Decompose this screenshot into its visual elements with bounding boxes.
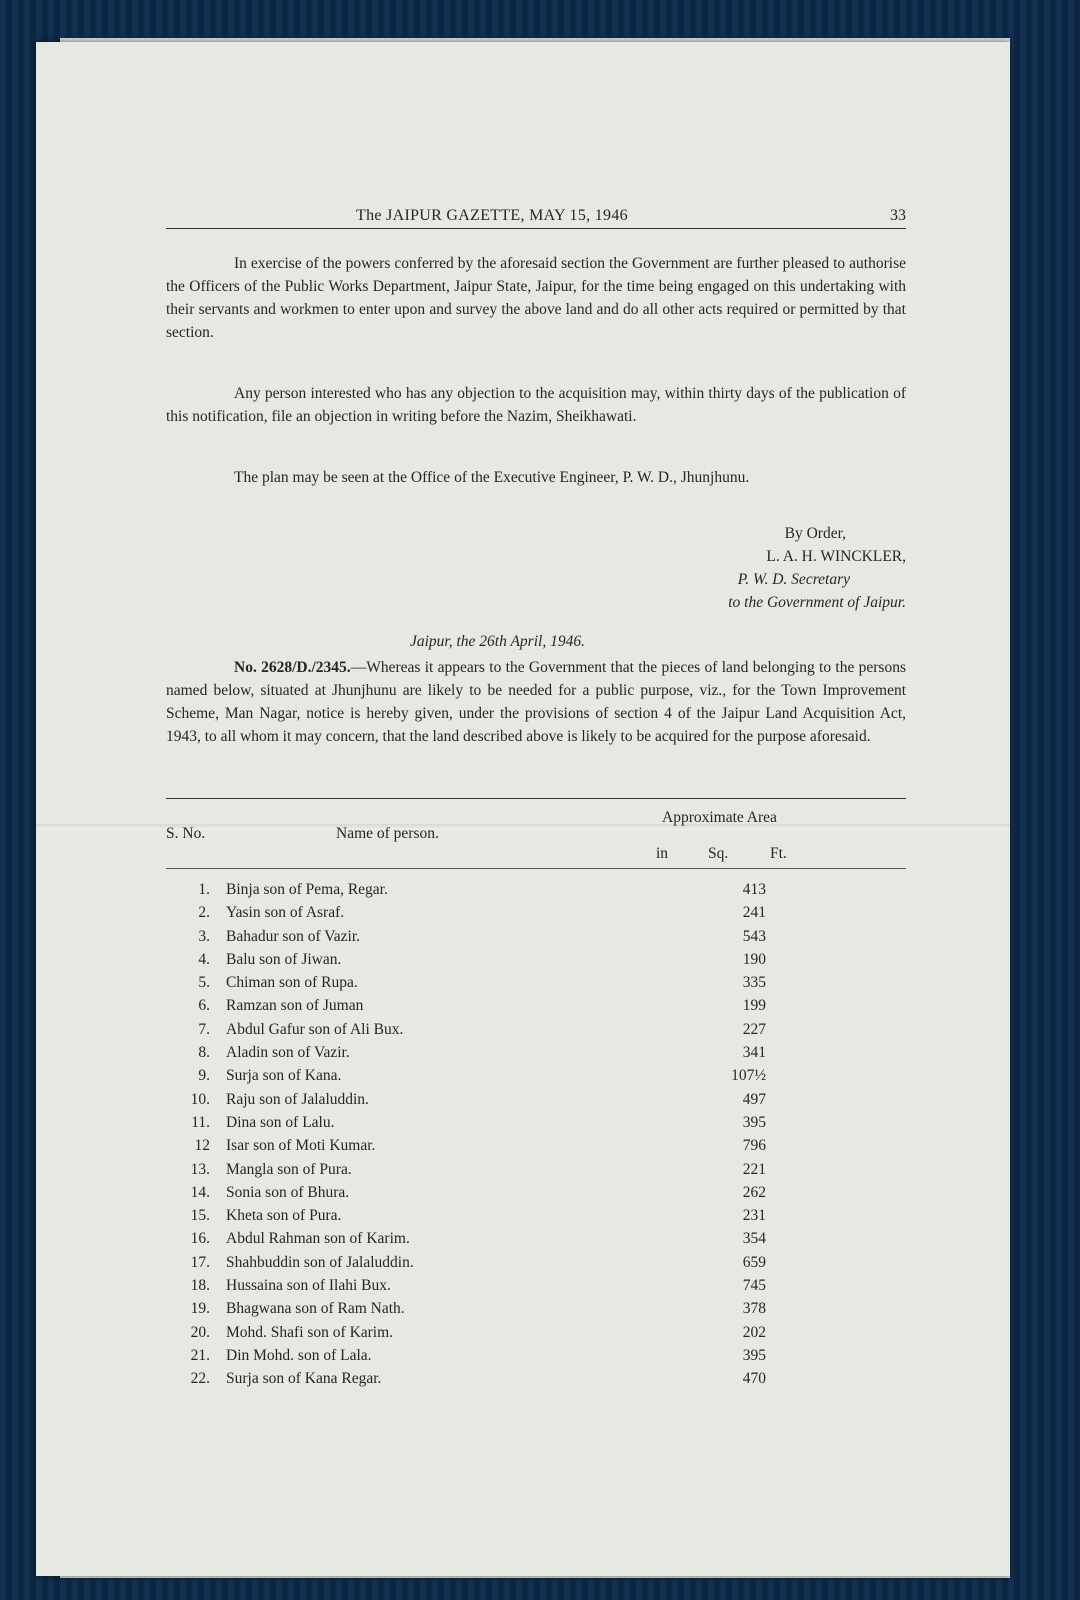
page-number: 33 [890,207,906,224]
row-number: 18. [190,1277,210,1295]
person-name: Shahbuddin son of Jalaluddin. [226,1253,414,1271]
area-value: 796 [742,1137,766,1155]
row-number: 19. [190,1300,210,1318]
person-name: Sonia son of Bhura. [226,1183,350,1201]
paragraph-plan: The plan may be seen at the Office of the Executive Engineer, P. W. D., Jhunjhunu. [234,469,750,486]
person-name: Surja son of Kana. [226,1067,342,1085]
table-row [166,1204,906,1227]
area-value: 335 [742,974,766,992]
column-header-name: Name of person. [336,825,439,842]
row-number: 7. [198,1020,210,1038]
area-value: 497 [742,1090,766,1108]
column-header-area-sq: Sq. [708,845,729,862]
area-value: 221 [742,1160,766,1178]
area-value: 543 [742,927,766,945]
area-value: 241 [742,904,766,922]
table-row [166,1181,906,1204]
person-name: Balu son of Jiwan. [226,950,342,968]
gazette-title: The JAIPUR GAZETTE, MAY 15, 1946 [356,207,628,224]
table-row [166,1367,906,1390]
person-name: Yasin son of Asraf. [226,904,345,922]
area-value: 659 [742,1253,766,1271]
table-row [166,1111,906,1134]
person-name: Raju son of Jalaluddin. [226,1090,369,1108]
table-row [166,1064,906,1087]
notice-paragraph [166,656,906,748]
table-top-rule [166,798,906,799]
notice-body: —Whereas it appears to the Government that the pieces of land belonging to the persons named below, situated at Jhunjhunu are likely to be needed for a public purpose, viz., for the Town Improvement Scheme, Man Nagar, notice is hereby given, under the provisions of section 4 of the Jaipur Land Acquisition Act, 1943, to all whom it may concern, that the land described above is likely to be acquired for the purpose aforesaid. [166,659,906,745]
area-value: 378 [742,1300,766,1318]
table-row [166,1251,906,1274]
area-value: 227 [742,1020,766,1038]
person-name: Bhagwana son of Ram Nath. [226,1300,405,1318]
person-name: Aladin son of Vazir. [226,1044,350,1062]
person-name: Abdul Rahman son of Karim. [226,1230,410,1248]
column-header-area-ft: Ft. [770,845,787,862]
person-name: Binja son of Pema, Regar. [226,881,388,898]
notice-number: No. 2628/D./2345. [234,659,351,676]
row-number: 11. [191,1113,210,1131]
paragraph-authorisation: In exercise of the powers conferred by the aforesaid section the Government are further pleased to authorise the Officers of the Public Works Department, Jaipur State, Jaipur, for the time being engaged on this undertaking with their servants and workmen to enter upon and survey the above land and do all other acts required or permitted by that section. [166,255,906,341]
row-number: 15. [190,1207,210,1225]
table-row [166,1088,906,1111]
table-body [166,878,906,1391]
row-number: 1. [198,881,210,898]
row-number: 16. [190,1230,210,1248]
person-name: Chiman son of Rupa. [226,974,358,992]
paragraph-objection: Any person interested who has any objection to the acquisition may, within thirty days of the publication of this notification, file an objection in writing before the Nazim, Sheikhawati. [166,385,906,425]
notice-place-date: Jaipur, the 26th April, 1946. [410,633,585,650]
table-row [166,1227,906,1250]
column-header-area-in: in [656,845,669,862]
table-row [166,1018,906,1041]
area-value: 202 [742,1323,766,1341]
row-number: 22. [190,1370,210,1388]
area-value: 413 [742,881,766,898]
person-name: Mangla son of Pura. [226,1160,352,1178]
row-number: 14. [190,1183,210,1201]
table-row [166,925,906,948]
person-name: Dina son of Lalu. [226,1113,335,1131]
gazette-page [36,42,1010,1576]
row-number: 2. [198,904,210,922]
area-value: 354 [742,1230,766,1248]
table-row [166,1274,906,1297]
row-number: 4. [198,950,210,968]
signature-block [728,522,906,614]
area-value: 745 [742,1277,766,1295]
table-row [166,1134,906,1157]
table-row [166,1321,906,1344]
row-number: 17. [190,1253,210,1271]
person-name: Ramzan son of Juman [226,997,364,1015]
area-value: 107½ [731,1067,766,1085]
table-row [166,971,906,994]
area-value: 190 [742,950,766,968]
area-value: 395 [742,1113,766,1131]
area-value: 199 [742,997,766,1015]
area-value: 262 [742,1183,766,1201]
table-row [166,878,906,901]
column-header-sno: S. No. [166,825,206,842]
person-name: Kheta son of Pura. [226,1207,342,1225]
row-number: 9. [198,1067,210,1085]
table-row [166,994,906,1017]
row-number: 8. [198,1044,210,1062]
row-number: 13. [190,1160,210,1178]
row-number: 3. [198,927,210,945]
table-row [166,1041,906,1064]
row-number: 6. [198,997,210,1015]
signatory-designation: P. W. D. Secretary [737,571,850,588]
area-value: 395 [742,1346,766,1364]
person-name: Hussaina son of Ilahi Bux. [226,1277,391,1295]
table-row [166,1344,906,1367]
person-name: Surja son of Kana Regar. [226,1370,382,1388]
person-name: Abdul Gafur son of Ali Bux. [226,1020,404,1038]
area-value: 231 [742,1207,766,1225]
person-name: Din Mohd. son of Lala. [226,1346,372,1364]
person-name: Isar son of Moti Kumar. [226,1137,376,1155]
table-row [166,901,906,924]
person-name: Bahadur son of Vazir. [226,927,361,945]
signatory-name: L. A. H. WINCKLER, [766,548,906,565]
row-number: 10. [190,1090,210,1108]
area-value: 341 [742,1044,766,1062]
person-name: Mohd. Shafi son of Karim. [226,1323,394,1341]
row-number: 20. [190,1323,210,1341]
table-header-rule [166,868,906,869]
table-row [166,948,906,971]
running-header [166,204,906,229]
table-row [166,1297,906,1320]
area-value: 470 [742,1370,766,1388]
column-header-area: Approximate Area [662,809,777,826]
signatory-office: to the Government of Jaipur. [728,594,906,611]
row-number: 21. [190,1346,210,1364]
table-row [166,1158,906,1181]
row-number: 12 [194,1137,210,1155]
row-number: 5. [198,974,210,992]
by-order-label: By Order, [784,525,846,542]
